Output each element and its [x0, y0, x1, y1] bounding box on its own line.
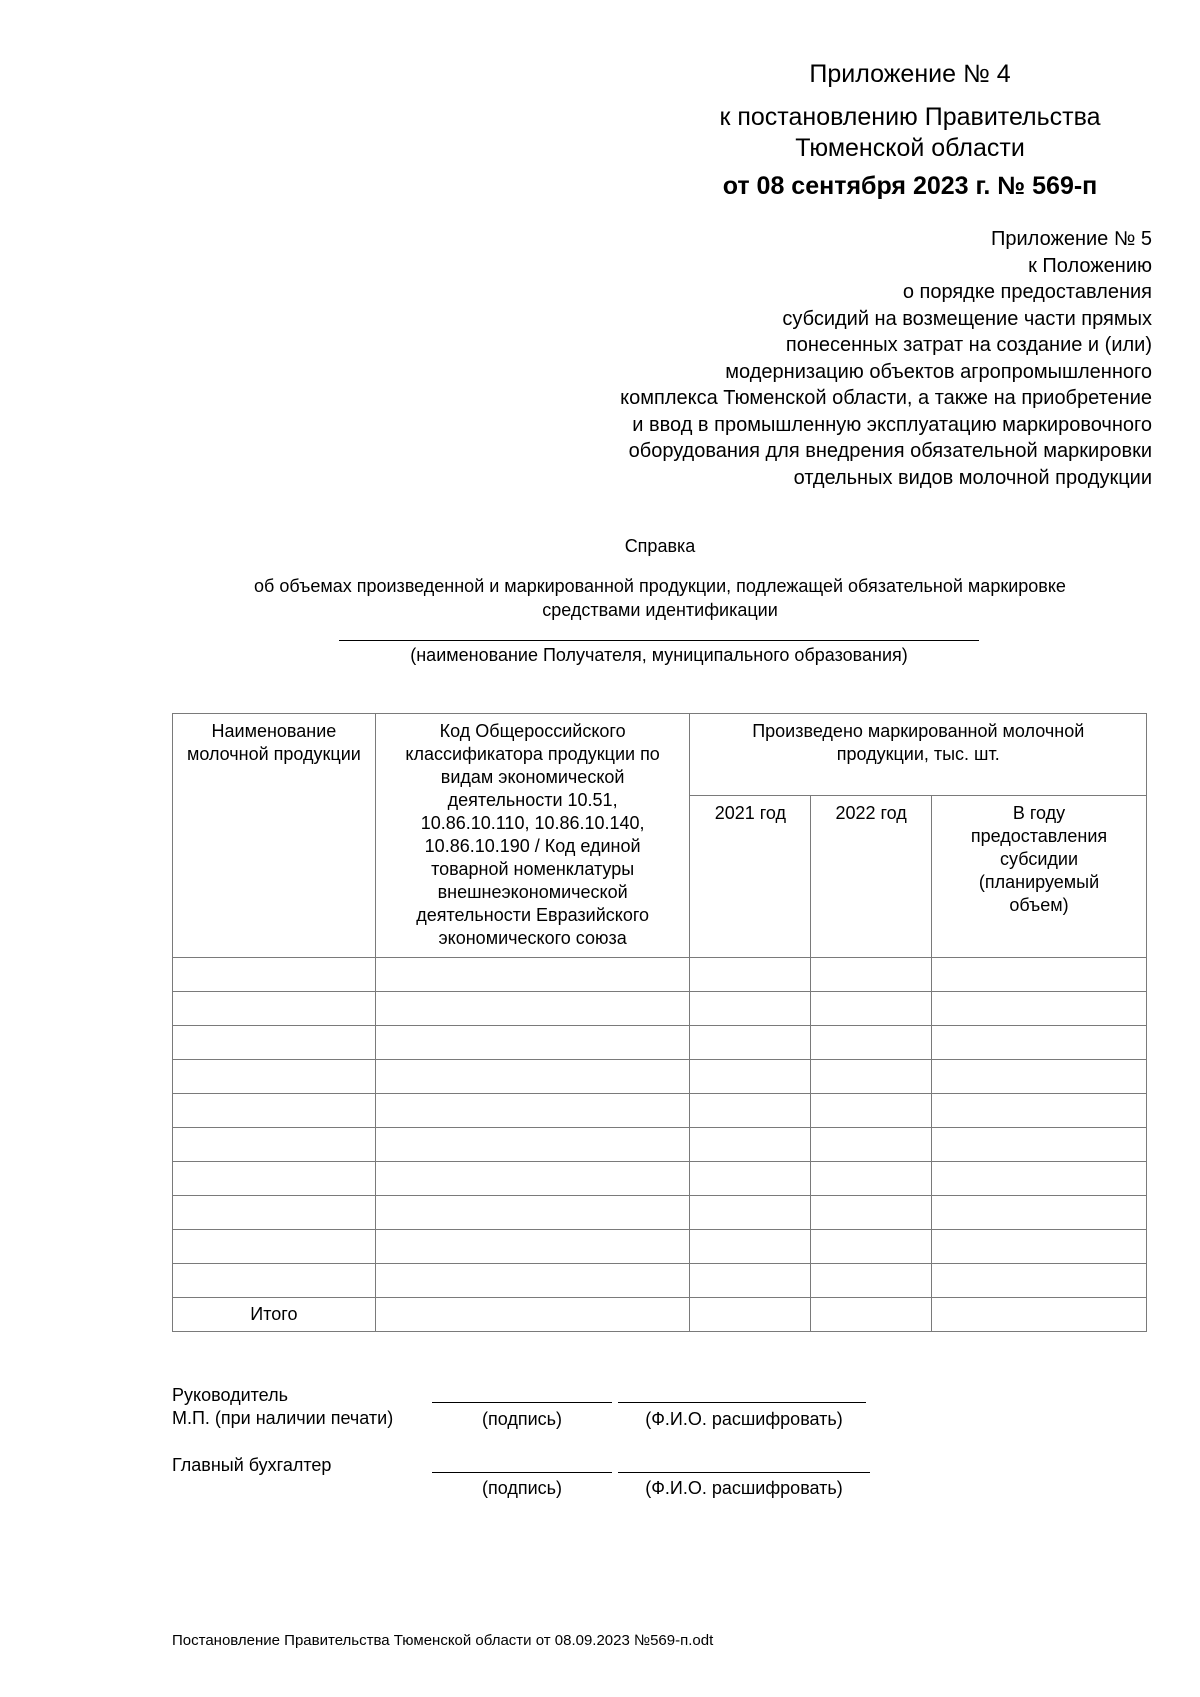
- regulation-line: к Положению: [1028, 254, 1152, 277]
- table-cell[interactable]: [690, 1094, 811, 1128]
- regulation-line: комплекса Тюменской области, а также на приобретение: [620, 387, 1152, 409]
- head-name-line[interactable]: [618, 1402, 866, 1403]
- table-cell[interactable]: [811, 1264, 932, 1298]
- regulation-line: и ввод в промышленную эксплуатацию маркировочного: [632, 413, 1152, 436]
- table-cell[interactable]: [932, 1298, 1147, 1332]
- table-cell[interactable]: [173, 1060, 376, 1094]
- name-caption: (Ф.И.О. расшифровать): [645, 1409, 843, 1429]
- table-row: [173, 992, 1147, 1026]
- name-caption: (Ф.И.О. расшифровать): [645, 1478, 843, 1498]
- recipient-blank-line[interactable]: [339, 640, 979, 641]
- table-cell[interactable]: [932, 1230, 1147, 1264]
- table-row: [173, 1094, 1147, 1128]
- table-cell[interactable]: [690, 958, 811, 992]
- regulation-line: субсидий на возмещение части прямых: [782, 307, 1152, 330]
- table-cell[interactable]: [690, 1128, 811, 1162]
- table-cell[interactable]: [811, 958, 932, 992]
- table-cell[interactable]: [811, 1026, 932, 1060]
- table-row: [173, 1196, 1147, 1230]
- header-year-2021: 2021 год: [690, 796, 811, 958]
- regulation-appendix-block: [532, 226, 1152, 491]
- table-cell[interactable]: [690, 1060, 811, 1094]
- table-cell[interactable]: [932, 1264, 1147, 1298]
- table-cell[interactable]: [375, 958, 690, 992]
- table-cell[interactable]: [690, 1026, 811, 1060]
- regulation-line: понесенных затрат на создание и (или): [785, 334, 1152, 356]
- table-cell[interactable]: [811, 1060, 932, 1094]
- table-cell[interactable]: [690, 1264, 811, 1298]
- table-cell[interactable]: [375, 1094, 690, 1128]
- table-cell[interactable]: [811, 1128, 932, 1162]
- table-cell[interactable]: [375, 1298, 690, 1332]
- accountant-label: Главный бухгалтер: [172, 1455, 332, 1475]
- table-cell[interactable]: [932, 1094, 1147, 1128]
- table-cell[interactable]: [173, 1264, 376, 1298]
- subtitle-line-1: об объемах произведенной и маркированной продукции, подлежащей обязательной маркировке: [254, 576, 1066, 596]
- table-cell[interactable]: [375, 1060, 690, 1094]
- header-classifier-code: Код Общероссийского классификатора продукции по видам экономической деятельности 10.51, 10.86.10.110, 10.86.10.140, 10.86.10.190 / Код единой товарной номенклатуры внешнеэкономической деятельности Евразийского экономического союза: [375, 714, 690, 958]
- table-row: [173, 1162, 1147, 1196]
- head-label: Руководитель: [172, 1385, 288, 1405]
- table-cell[interactable]: [811, 1298, 932, 1332]
- resolution-title: [700, 102, 1120, 164]
- header-year-2022: 2022 год: [811, 796, 932, 958]
- document-title: Справка: [624, 536, 696, 556]
- table-cell[interactable]: [811, 1230, 932, 1264]
- table-cell[interactable]: [690, 1162, 811, 1196]
- header-planned-year: В году предоставления субсидии (планируемый объем): [932, 796, 1147, 958]
- header-produced-group: Произведено маркированной молочной продукции, тыс. шт.: [690, 714, 1147, 796]
- head-signature-line[interactable]: [432, 1402, 612, 1403]
- table-cell[interactable]: [173, 1162, 376, 1196]
- regulation-line: о порядке предоставления: [902, 281, 1152, 303]
- signature-caption: (подпись): [481, 1478, 563, 1498]
- table-cell[interactable]: [932, 1128, 1147, 1162]
- table-cell[interactable]: [173, 1094, 376, 1128]
- table-cell[interactable]: [173, 1196, 376, 1230]
- regulation-line: отдельных видов молочной продукции: [793, 466, 1152, 489]
- header-product-name: Наименование молочной продукции: [173, 714, 376, 958]
- table-cell[interactable]: [932, 1060, 1147, 1094]
- table-cell[interactable]: [375, 1196, 690, 1230]
- table-cell[interactable]: [375, 992, 690, 1026]
- recipient-caption: (наименование Получателя, муниципального образования): [410, 645, 908, 665]
- file-footer: Постановление Правительства Тюменской области от 08.09.2023 №569-п.odt: [172, 1632, 714, 1649]
- accountant-name-line[interactable]: [618, 1472, 870, 1473]
- regulation-line: оборудования для внедрения обязательной маркировки: [628, 440, 1152, 462]
- table-cell[interactable]: [811, 1094, 932, 1128]
- table-cell[interactable]: [690, 1298, 811, 1332]
- table-cell[interactable]: [811, 992, 932, 1026]
- table-cell[interactable]: [932, 1162, 1147, 1196]
- resolution-date: от 08 сентября 2023 г. № 569-п: [722, 172, 1098, 200]
- resolution-line-2: Тюменской области: [795, 134, 1025, 162]
- table-cell[interactable]: [173, 1230, 376, 1264]
- appendix-number: Приложение № 4: [809, 60, 1011, 88]
- accountant-signature-line[interactable]: [432, 1472, 612, 1473]
- table-cell[interactable]: [811, 1162, 932, 1196]
- table-cell[interactable]: [690, 1196, 811, 1230]
- table-row: [173, 1264, 1147, 1298]
- table-cell[interactable]: [375, 1026, 690, 1060]
- table-cell[interactable]: [173, 1026, 376, 1060]
- table-cell[interactable]: [932, 958, 1147, 992]
- signature-caption: (подпись): [481, 1409, 563, 1429]
- stamp-label: М.П. (при наличии печати): [172, 1408, 394, 1428]
- production-table: [172, 713, 1147, 1332]
- total-label: Итого: [173, 1298, 376, 1332]
- table-row: [173, 1026, 1147, 1060]
- table-cell[interactable]: [932, 1026, 1147, 1060]
- total-row: [173, 1298, 1147, 1332]
- table-cell[interactable]: [932, 1196, 1147, 1230]
- table-cell[interactable]: [690, 1230, 811, 1264]
- table-cell[interactable]: [690, 992, 811, 1026]
- document-subtitle: [180, 574, 1140, 622]
- resolution-line-1: к постановлению Правительства: [719, 103, 1101, 131]
- table-cell[interactable]: [932, 992, 1147, 1026]
- subtitle-line-2: средствами идентификации: [542, 600, 778, 620]
- table-row: [173, 1128, 1147, 1162]
- regulation-line: модернизацию объектов агропромышленного: [725, 360, 1152, 383]
- table-cell[interactable]: [375, 1162, 690, 1196]
- table-cell[interactable]: [173, 1128, 376, 1162]
- table-row: [173, 1230, 1147, 1264]
- table-cell[interactable]: [811, 1196, 932, 1230]
- table-cell[interactable]: [375, 1264, 690, 1298]
- table-cell[interactable]: [173, 992, 376, 1026]
- table-row: [173, 958, 1147, 992]
- table-cell[interactable]: [173, 958, 376, 992]
- regulation-line: Приложение № 5: [991, 228, 1152, 250]
- table-cell[interactable]: [375, 1128, 690, 1162]
- table-cell[interactable]: [375, 1230, 690, 1264]
- table-row: [173, 1060, 1147, 1094]
